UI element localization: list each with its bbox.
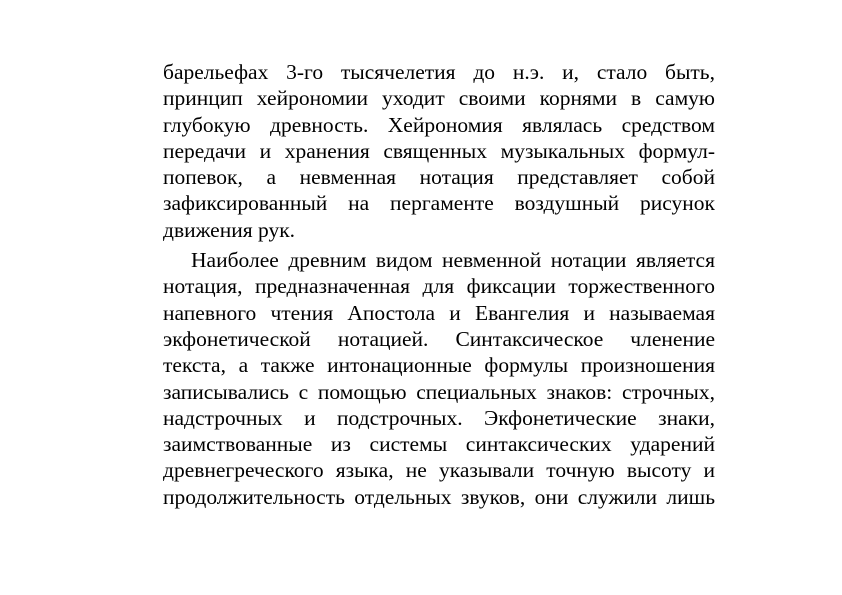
- text-line: текста, а также интонационные формулы произношения: [163, 353, 715, 378]
- body-text: [163, 59, 715, 510]
- text-line: зафиксированный на пергаменте воздушный рисунок: [163, 191, 715, 216]
- text-line: древнегреческого языка, не указывали точную высоту и: [163, 458, 715, 483]
- text-line: барельефах 3-го тысячелетия до н.э. и, стало быть,: [163, 60, 715, 84]
- text-line: нотация, предназначенная для фиксации торжественного: [163, 274, 715, 299]
- text-line: передачи и хранения священных музыкальных формул-: [163, 138, 715, 163]
- text-line: глубокую древность. Хейрономия являлась средством: [163, 112, 715, 137]
- text-line: надстрочных и подстрочных. Экфонетические знаки,: [163, 405, 715, 430]
- text-line: напевного чтения Апостола и Евангелия и называемая: [163, 300, 715, 325]
- text-line: продолжительность отдельных звуков, они служили лишь: [163, 484, 715, 509]
- text-line: экфонетической нотацией. Синтаксическое членение: [163, 326, 715, 351]
- paragraph-1: [163, 59, 715, 243]
- paragraph-2: [163, 247, 715, 510]
- text-line: принцип хейрономии уходит своими корнями в самую: [163, 86, 715, 111]
- text-line: записывались с помощью специальных знаков: строчных,: [163, 379, 715, 404]
- text-line: движения рук.: [163, 217, 296, 242]
- text-line: попевок, а невменная нотация представляет собой: [163, 165, 715, 190]
- text-line: заимствованные из системы синтаксических ударений: [163, 432, 715, 457]
- text-line: Наиболее древним видом невменной нотации является: [191, 248, 715, 273]
